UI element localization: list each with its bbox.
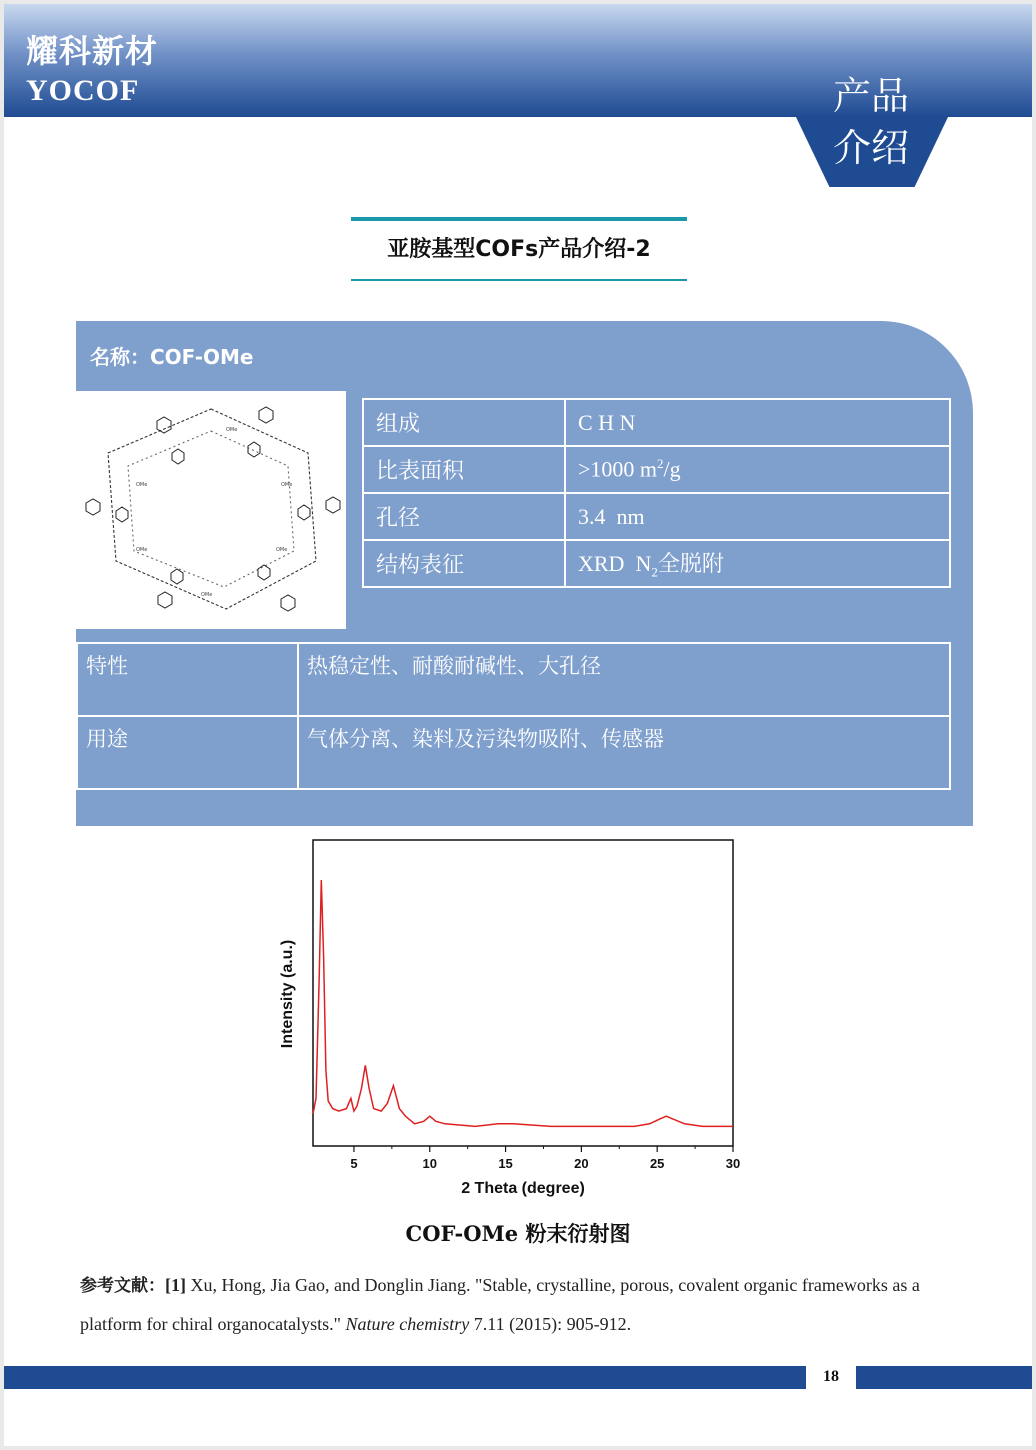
brand-name-en: YOCOF [26,74,140,107]
features-value: 热稳定性、耐酸耐碱性、大孔径 [298,643,950,716]
chart-caption: COF-OMe 粉末衍射图 [405,1221,631,1246]
x-axis-label: 2 Theta (degree) [461,1180,585,1197]
svg-text:OMe: OMe [136,547,148,553]
table-row [363,446,950,493]
x-tick-label: 30 [725,1156,741,1171]
page-number: 18 [823,1368,839,1385]
characterization-post: 全脱附 [657,551,724,577]
prop-value-pore-size: 3.4 nm [565,493,950,540]
features-table [76,642,951,790]
x-tick-label: 5 [350,1156,358,1171]
features-key: 特性 [77,643,298,716]
x-tick-label: 25 [649,1156,665,1171]
prop-key-surface-area: 比表面积 [363,446,565,493]
table-row [77,643,950,716]
characterization-pre: XRD N [578,550,652,576]
prop-value-composition: C H N [565,399,950,446]
x-axis-ticks [350,1146,740,1171]
product-name: 名称：COF-OMe [90,345,254,369]
brand-name-cn: 耀科新材 [26,32,159,70]
x-tick-label: 10 [422,1156,437,1171]
surface-area-sup: 2 [657,456,664,472]
page-subtitle: 亚胺基型COFs产品介绍-2 [351,217,687,281]
svg-text:OMe: OMe [276,547,288,553]
table-row [77,716,950,789]
prop-key-characterization: 结构表征 [363,540,565,587]
section-tag [826,70,916,174]
page [4,4,1032,1446]
table-row [363,493,950,540]
usage-key: 用途 [77,716,298,789]
x-tick-label: 15 [498,1156,513,1171]
prop-value-surface-area [565,446,950,493]
prop-value-characterization [565,540,950,587]
svg-text:OMe: OMe [201,592,213,598]
surface-area-value: >1000 m [578,456,658,482]
properties-table [362,398,951,588]
section-tag-line1: 产品 [832,74,909,118]
chart-plot-area [313,840,733,1146]
surface-area-unit: /g [663,456,681,482]
reference-details: 7.11 (2015): 905-912. [469,1314,632,1334]
reference-journal: Nature chemistry [345,1314,470,1334]
molecule-structure-image [76,391,346,629]
characterization-sub: 2 [651,564,658,580]
table-row [363,399,950,446]
svg-text:OMe: OMe [226,427,238,433]
section-tag-line2: 介绍 [832,126,909,170]
y-axis-label: Intensity (a.u.) [279,939,296,1049]
prop-key-pore-size: 孔径 [363,493,565,540]
usage-value: 气体分离、染料及污染物吸附、传感器 [298,716,950,789]
prop-key-composition: 组成 [363,399,565,446]
svg-text:OMe: OMe [136,482,148,488]
cof-structure-drawing [76,391,346,629]
reference-label: 参考文献： [80,1276,165,1296]
svg-text:OMe: OMe [281,482,293,488]
xrd-chart [266,834,766,1209]
footer-bar-right [856,1366,1032,1389]
product-card [76,321,973,826]
reference-authors: Xu, Hong, Jia Gao, and Donglin Jiang. "Stable, crystalline, porous, covalent organic frameworks as a platform for chiral organocatalysts." [80,1275,920,1334]
table-row [363,540,950,587]
reference [80,1266,960,1343]
reference-number: [1] [165,1275,186,1295]
footer-bar-left [4,1366,806,1389]
x-tick-label: 20 [574,1156,589,1171]
